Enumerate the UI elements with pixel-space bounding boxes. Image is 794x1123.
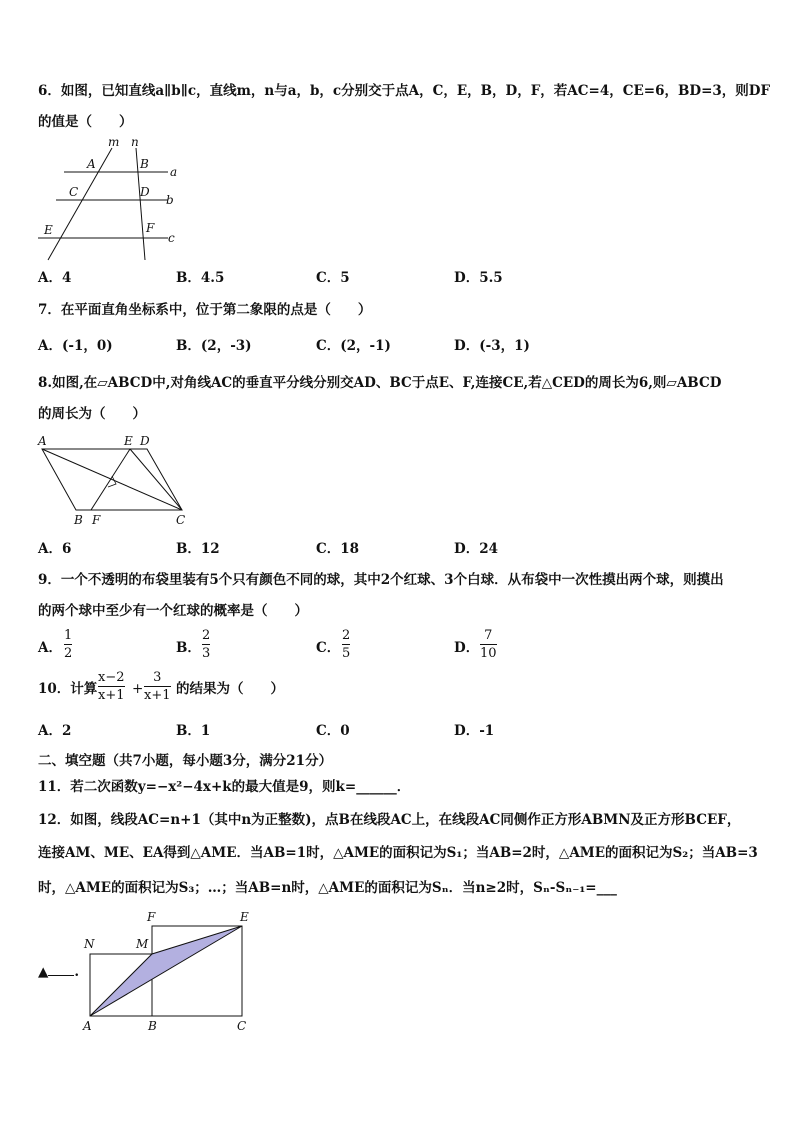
q10-fraction-2 [144,670,171,703]
q7-option-b: B．(2，-3) [176,338,252,354]
segment-ef [91,449,130,510]
fraction-numerator: 7 [484,628,493,643]
section-heading-fill-in: 二、填空题（共7小题，每小题3分，满分21分） [38,753,333,769]
q10-option-d: D．-1 [454,723,495,739]
q12-answer-line [38,962,79,982]
fraction-denominator: x+1 [144,688,171,703]
label-C: C [69,185,79,199]
q10-option-c: C．0 [316,723,350,739]
q7-option-d: D．(-3，1) [454,338,530,354]
q6-option-b: B．4.5 [176,270,225,286]
triangle-ame [90,926,242,1016]
q11-text: 11．若二次函数y=−x²−4x+k的最大值是9，则k=______． [38,779,411,795]
label-N: N [84,937,95,951]
q9-text-line2: 的两个球中至少有一个红球的概率是（ ） [38,603,308,619]
label-D: D [140,434,150,448]
fraction-numerator: 2 [202,628,211,643]
label-D: D [140,185,150,199]
label-E: E [44,223,53,237]
q12-text-line2: 连接AM、ME、EA得到△AME．当AB=1时，△AME的面积记为S₁；当AB=2时，△AME的面积记为S₂；当AB=3 [38,845,758,861]
q7-option-a: A．(-1，0) [38,338,113,354]
fraction-numerator: 1 [64,628,73,643]
q8-option-d: D．24 [454,541,498,557]
line-m [48,148,112,260]
q6-text-line2: 的值是（ ） [38,114,133,130]
label-m: m [108,135,120,149]
q10-prefix: 10．计算 [38,681,98,697]
fraction-denominator: 3 [202,646,211,661]
q10-suffix: 的结果为（ ） [176,681,284,697]
q9-option-d-fraction [480,628,497,661]
label-C: C [176,513,186,527]
fraction-numerator: 2 [342,628,351,643]
q12-squares-diagram [80,908,255,1036]
label-b: b [166,193,174,207]
label-A: A [87,157,96,171]
label-C: C [237,1019,247,1033]
q10-plus: + [132,681,144,697]
q9-option-a-fraction [64,628,72,661]
answer-period: . [74,964,80,980]
label-B: B [140,157,149,171]
q8-option-c: C．18 [316,541,360,557]
fraction-denominator: 2 [64,646,73,661]
q6-parallel-lines-diagram [36,134,186,264]
q12-text-line3: 时，△AME的面积记为S₃；…；当AB=n时，△AME的面积记为Sₙ．当n≥2时，Sₙ-Sₙ₋₁=___ [38,880,617,896]
label-a: a [170,165,178,179]
q9-option-c-fraction [342,628,350,661]
label-E: E [240,910,249,924]
q9-text-line1: 9．一个不透明的布袋里装有5个只有颜色不同的球，其中2个红球、3个白球．从布袋中一次性摸出两个球，则摸出 [38,572,724,588]
q10-option-b: B．1 [176,723,211,739]
segment-ce [130,449,182,510]
label-B: B [74,513,83,527]
q8-text-line2: 的周长为（ ） [38,406,146,422]
q10-option-a: A．2 [38,723,72,739]
q6-text-line1: 6．如图，已知直线a∥b∥c，直线m，n与a，b，c分别交于点A，C，E，B，D，F，若AC=4，CE=6，BD=3，则DF [38,83,771,99]
q7-text: 7．在平面直角坐标系中，位于第二象限的点是（ ） [38,302,372,318]
q9-option-b-letter: B． [176,640,201,656]
label-F: F [147,910,156,924]
q9-option-d-letter: D． [454,640,480,656]
answer-blank[interactable] [48,975,74,976]
fraction-denominator: x+1 [98,688,125,703]
q9-option-b-fraction [202,628,210,661]
q10-fraction-1 [98,670,125,703]
label-F: F [146,221,155,235]
q8-parallelogram-diagram [34,432,194,528]
q8-option-b: B．12 [176,541,220,557]
q8-option-a: A．6 [38,541,72,557]
label-n: n [131,135,139,149]
q6-option-a: A．4 [38,270,72,286]
q9-option-a-letter: A． [38,640,62,656]
fraction-denominator: 5 [342,646,351,661]
fraction-denominator: 10 [480,646,497,661]
label-A: A [38,434,47,448]
answer-marker: ▲ [38,964,49,980]
q8-text-line1: 8.如图,在▱ABCD中,对角线AC的垂直平分线分别交AD、BC于点E、F,连接CE,若△CED的周长为6,则▱ABCD [38,375,722,391]
label-F: F [92,513,101,527]
fraction-numerator: x−2 [98,670,125,685]
q7-option-c: C．(2，-1) [316,338,391,354]
q6-option-d: D．5.5 [454,270,503,286]
label-E: E [124,434,133,448]
label-A: A [83,1019,92,1033]
label-B: B [148,1019,157,1033]
q6-option-c: C．5 [316,270,350,286]
diagonal-ac [42,449,182,510]
fraction-numerator: 3 [153,670,162,685]
q12-text-line1: 12．如图，线段AC=n+1（其中n为正整数)，点B在线段AC上，在线段AC同侧作正方形ABMN及正方形BCEF， [38,812,741,828]
label-c: c [168,231,175,245]
label-M: M [136,937,149,951]
q9-option-c-letter: C． [316,640,341,656]
